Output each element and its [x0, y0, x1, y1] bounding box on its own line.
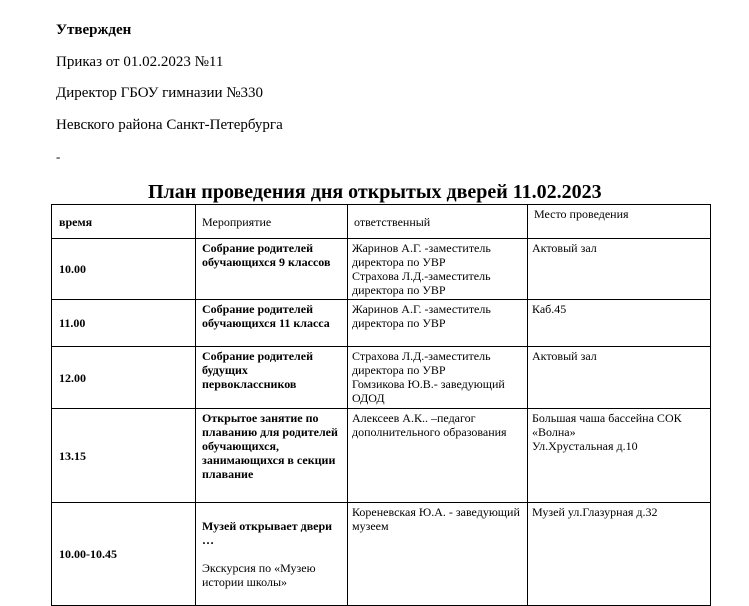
- row-time: 10.00: [52, 239, 196, 300]
- approved-label: Утвержден: [56, 22, 132, 38]
- row-time: 13.15: [52, 409, 196, 503]
- row-time: 11.00: [52, 300, 196, 347]
- column-header-responsible: ответственный: [348, 205, 528, 239]
- table-header-row: [52, 205, 711, 239]
- row-event: Собрание родителей обучающихся 11 класса: [196, 300, 348, 347]
- row-place: Музей ул.Глазурная д.32: [528, 503, 711, 606]
- district-line: Невского района Санкт-Петербурга: [56, 117, 283, 133]
- row-place: Актовый зал: [528, 239, 711, 300]
- document-title: [0, 178, 749, 206]
- dash-mark: -: [56, 149, 61, 164]
- table-row: [52, 347, 711, 409]
- director-line: Директор ГБОУ гимназии №330: [56, 85, 264, 101]
- row-place: Большая чаша бассейна СОК «Волна» Ул.Хрустальная д.10: [528, 409, 711, 503]
- table-row: [52, 503, 711, 606]
- row-responsible: Страхова Л.Д.-заместитель директора по УВР Гомзикова Ю.В.- заведующий ОДОД: [348, 347, 528, 409]
- title-text: План проведения дня открытых дверей 11.02.2023: [148, 181, 602, 203]
- row-responsible: Алексеев А.К.. –педагог дополнительного образования: [348, 409, 528, 503]
- table-row: [52, 300, 711, 347]
- row-event: [196, 503, 348, 606]
- column-header-place: Место проведения: [528, 205, 711, 239]
- row-place: Актовый зал: [528, 347, 711, 409]
- column-header-time: время: [52, 205, 196, 239]
- table-row: [52, 409, 711, 503]
- row-responsible: Кореневская Ю.А. - заведующий музеем: [348, 503, 528, 606]
- event-subtitle: Экскурсия по «Музею истории школы»: [202, 561, 316, 589]
- row-place: Каб.45: [528, 300, 711, 347]
- event-title: Музей открывает двери …: [202, 519, 333, 547]
- row-event: Собрание родителей обучающихся 9 классов: [196, 239, 348, 300]
- schedule-table: [51, 204, 711, 606]
- order-line: Приказ от 01.02.2023 №11: [56, 54, 224, 70]
- row-responsible: Жаринов А.Г. -заместитель директора по УВР Страхова Л.Д.-заместитель директора по УВР: [348, 239, 528, 300]
- row-event: Открытое занятие по плаванию для родителей обучающихся, занимающихся в секции плавание: [196, 409, 348, 503]
- row-event: Собрание родителей будущих первоклассников: [196, 347, 348, 409]
- column-header-event: Мероприятие: [196, 205, 348, 239]
- row-time: 12.00: [52, 347, 196, 409]
- table-row: [52, 239, 711, 300]
- row-time: 10.00-10.45: [52, 503, 196, 606]
- row-responsible: Жаринов А.Г. -заместитель директора по УВР: [348, 300, 528, 347]
